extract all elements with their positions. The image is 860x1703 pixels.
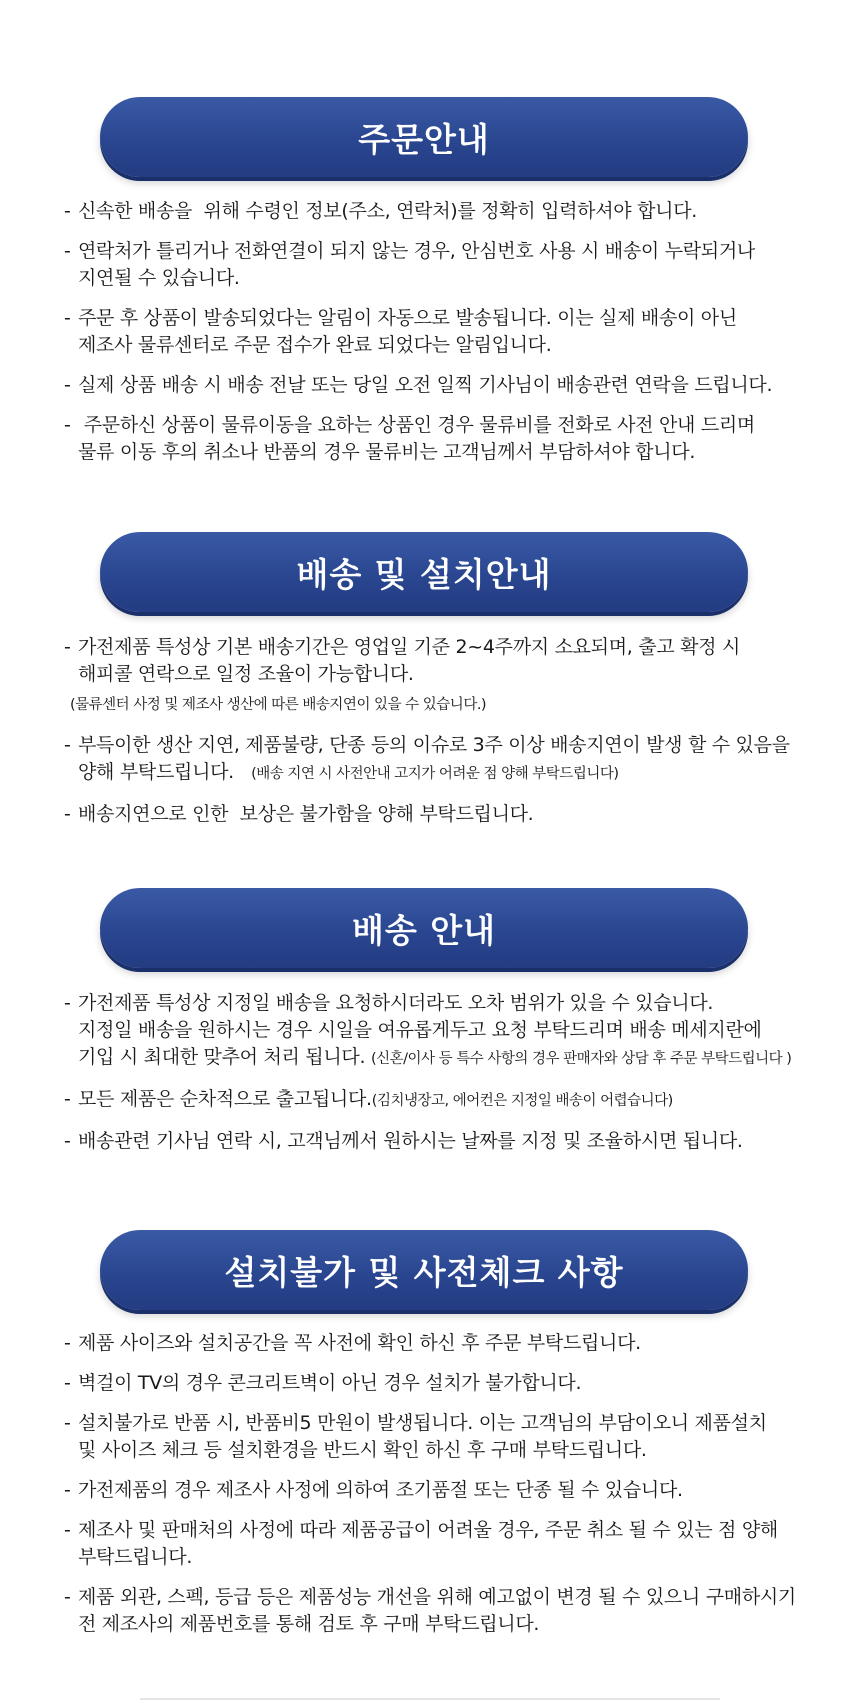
list-item: - 모든 제품은 순차적으로 출고됩니다.(김치냉장고, 에어컨은 지정일 배송이 어렵습니다) [64, 1088, 673, 1110]
section-title-pill [100, 97, 748, 177]
list-item: - 제품 사이즈와 설치공간을 꼭 사전에 확인 하신 후 주문 부탁드립니다. [64, 1332, 641, 1354]
list-item: - 제조사 및 판매처의 사정에 따라 제품공급이 어려울 경우, 주문 취소 될 수 있는 점 양해 부탁드립니다. [64, 1519, 778, 1568]
list-item: - 부득이한 생산 지연, 제품불량, 단종 등의 이슈로 3주 이상 배송지연이 발생 할 수 있음을 양해 부탁드립니다. (배송 지연 시 사전안내 고지가 어려운 점 양해 부탁드립니다) [64, 734, 790, 783]
list-item: - 가전제품의 경우 제조사 사정에 의하여 조기품절 또는 단종 될 수 있습니다. [64, 1479, 683, 1501]
list-item: - 배송관련 기사님 연락 시, 고객님께서 원하시는 날짜를 지정 및 조율하시면 됩니다. [64, 1130, 743, 1152]
list-item: - 주문하신 상품이 물류이동을 요하는 상품인 경우 물류비를 전화로 사전 안내 드리며 물류 이동 후의 취소나 반품의 경우 물류비는 고객님께서 부담하셔야 합니다. [64, 414, 755, 463]
bullet-list [64, 198, 854, 479]
list-item: - 제품 외관, 스펙, 등급 등은 제품성능 개선을 위해 예고없이 변경 될 수 있으니 구매하시기 전 제조사의 제품번호를 통해 검토 후 구매 부탁드립니다. [64, 1586, 796, 1635]
section-title: 주문안내 [358, 119, 490, 159]
section-title-pill [100, 1230, 748, 1310]
list-item: - 주문 후 상품이 발송되었다는 알림이 자동으로 발송됩니다. 이는 실제 배송이 아닌 제조사 물류센터로 주문 접수가 완료 되었다는 알림입니다. [64, 307, 737, 356]
inline-note: (배송 지연 시 사전안내 고지가 어려운 점 양해 부탁드립니다) [251, 766, 619, 782]
bullet-list [64, 634, 854, 841]
footnote: (물류센터 사정 및 제조사 생산에 따른 배송지연이 있을 수 있습니다.) [70, 697, 487, 713]
section-title: 설치불가 및 사전체크 사항 [224, 1252, 624, 1292]
section-title-pill [100, 532, 748, 612]
list-item: - 설치불가로 반품 시, 반품비5 만원이 발생됩니다. 이는 고객님의 부담이오니 제품설치 및 사이즈 체크 등 설치환경을 반드시 확인 하신 후 구매 부탁드립니다. [64, 1412, 767, 1461]
inline-note: (김치냉장고, 에어컨은 지정일 배송이 어렵습니다) [371, 1093, 673, 1109]
section-title: 배송 안내 [351, 910, 496, 950]
bullet-list [64, 1330, 854, 1651]
section-title-pill [100, 888, 748, 968]
list-item: - 벽걸이 TV의 경우 콘크리트벽이 아닌 경우 설치가 불가합니다. [64, 1372, 582, 1394]
divider [140, 1698, 720, 1700]
list-item: - 가전제품 특성상 기본 배송기간은 영업일 기준 2~4주까지 소요되며, 출고 확정 시 해피콜 연락으로 일정 조율이 가능합니다. (물류센터 사정 및 제조사 생산에 따른 배송지연이 있을 수 있습니다.) [64, 634, 854, 719]
list-item: - 연락처가 틀리거나 전화연결이 되지 않는 경우, 안심번호 사용 시 배송이 누락되거나 지연될 수 있습니다. [64, 240, 755, 289]
section-title: 배송 및 설치안내 [296, 554, 552, 594]
list-item: - 가전제품 특성상 지정일 배송을 요청하시더라도 오차 범위가 있을 수 있습니다. 지정일 배송을 원하시는 경우 시일을 여유롭게두고 요청 부탁드리며 배송 메세지란에 기입 시 최대한 맞추어 처리 됩니다. (신혼/이사 등 특수 사항의 경우 판매자와 상담 후 주문 부탁드립니다 ) [64, 992, 792, 1068]
inline-note: (신혼/이사 등 특수 사항의 경우 판매자와 상담 후 주문 부탁드립니다 ) [370, 1051, 792, 1067]
list-item: - 신속한 배송을 위해 수령인 정보(주소, 연락처)를 정확히 입력하셔야 합니다. [64, 200, 697, 222]
list-item: - 실제 상품 배송 시 배송 전날 또는 당일 오전 일찍 기사님이 배송관련 연락을 드립니다. [64, 374, 773, 396]
bullet-list [64, 990, 854, 1168]
list-item: - 배송지연으로 인한 보상은 불가함을 양해 부탁드립니다. [64, 803, 534, 825]
